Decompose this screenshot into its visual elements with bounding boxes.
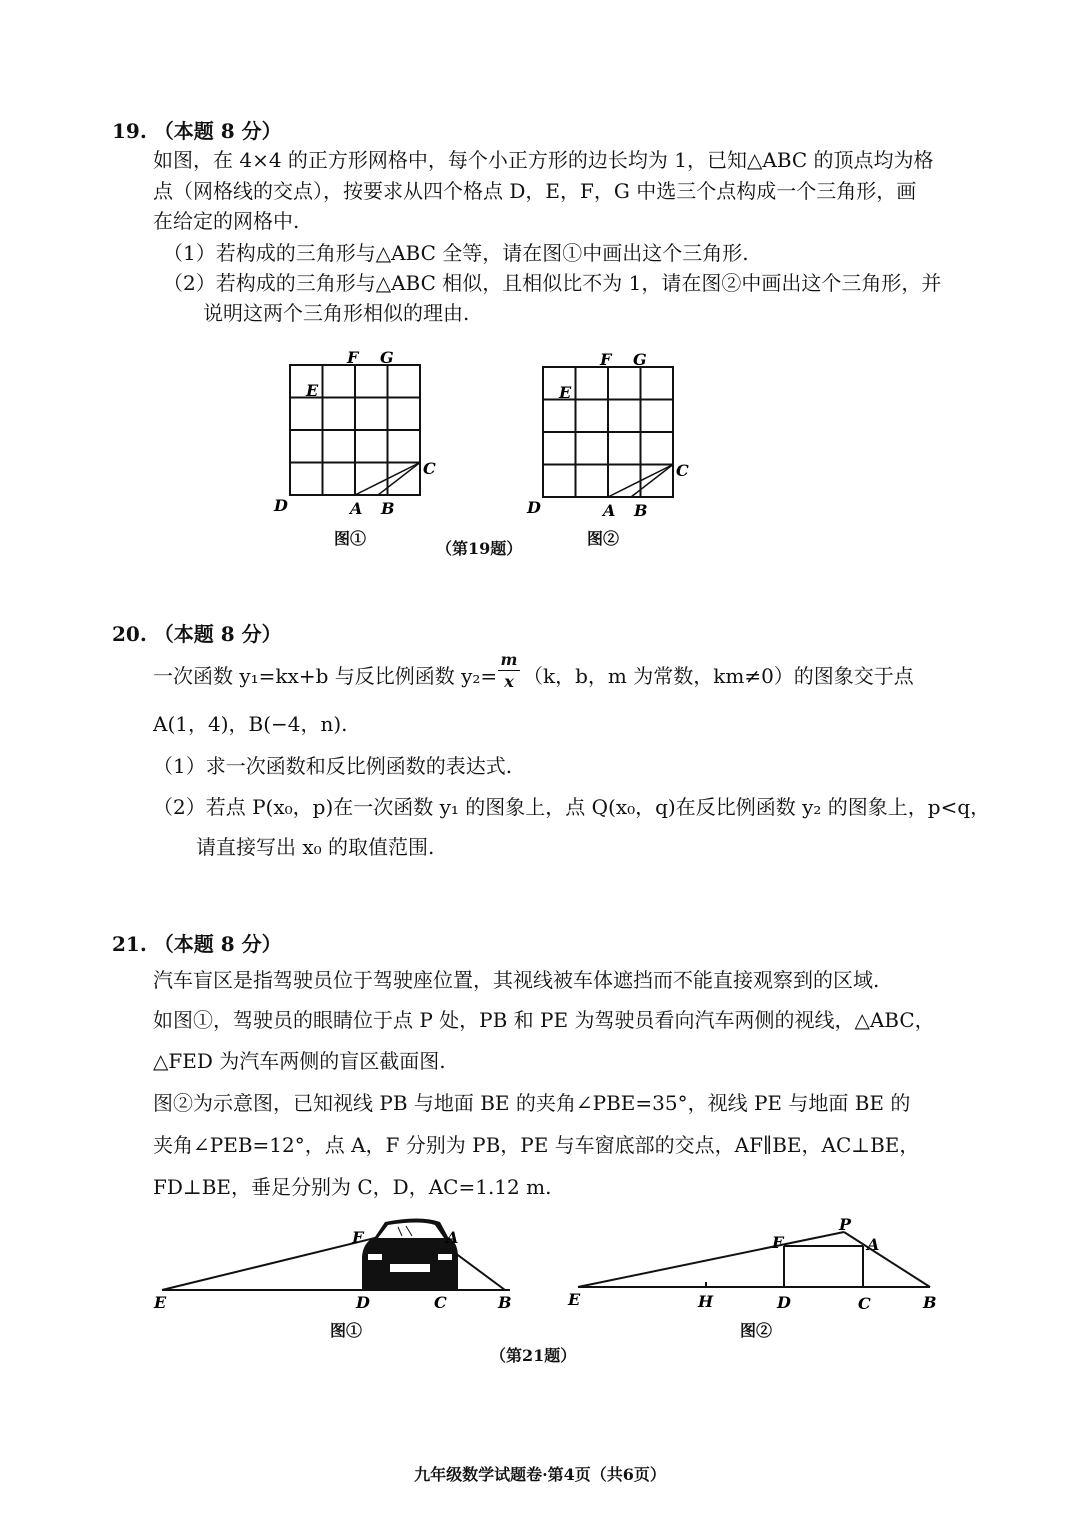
q21-fig2-caption: 图② [740,1321,773,1340]
q19-part-2-line-2: 说明这两个三角形相似的理由. [203,301,470,325]
label-D: D [356,1293,370,1312]
q21-figure-2 [560,1212,950,1317]
label-A: A [603,501,616,520]
q19-line-1: 如图，在 4×4 的正方形网格中，每个小正方形的边长均为 1，已知△ABC 的顶点均为格 [153,148,934,172]
label-G: G [633,350,647,369]
q19-line-3: 在给定的网格中. [153,209,300,233]
label-C: C [676,461,689,480]
q21-header: 21. （本题 8 分） [112,932,282,956]
q21-line-4: 图②为示意图，已知视线 PB 与地面 BE 的夹角∠PBE=35°，视线 PE 与地面 BE 的 [153,1091,911,1115]
q19-part-1: （1）若构成的三角形与△ABC 全等，请在图①中画出这个三角形. [163,241,749,265]
q20-part-2-line-2: 请直接写出 x₀ 的取值范围. [196,835,435,859]
label-A: A [867,1235,880,1254]
label-D: D [527,498,541,517]
q19-figure-1 [268,343,458,523]
label-B: B [498,1293,512,1312]
label-P: P [839,1215,852,1234]
label-G: G [380,348,394,367]
q21-line-6: FD⊥BE，垂足分别为 C，D，AC=1.12 m. [153,1175,552,1199]
q19-fig1-caption: 图① [334,529,367,548]
q21-fig1-caption: 图① [330,1321,363,1340]
label-F: F [347,348,359,367]
label-C: C [434,1293,447,1312]
q19-header: 19. （本题 8 分） [112,119,282,143]
q21-line-5: 夹角∠PEB=12°，点 A，F 分别为 PB，PE 与车窗底部的交点，AF∥BE，AC⊥BE， [153,1133,920,1157]
label-C: C [423,459,436,478]
q20-part-2-line-1: （2）若点 P(x₀，p)在一次函数 y₁ 的图象上，点 Q(x₀，q)在反比例函数 y₂ 的图象上，p<q， [153,795,991,819]
label-E: E [568,1290,581,1309]
q21-figure-1 [150,1212,520,1317]
q21-line-1: 汽车盲区是指驾驶员位于驾驶座位置，其视线被车体遮挡而不能直接观察到的区域. [153,968,880,992]
q21-line-2: 如图①，驾驶员的眼睛位于点 P 处，PB 和 PE 为驾驶员看向汽车两侧的视线，△ABC， [153,1008,935,1032]
fraction-bar [498,670,520,671]
q20-part-1: （1）求一次函数和反比例函数的表达式. [153,754,513,778]
q21-line-3: △FED 为汽车两侧的盲区截面图. [153,1049,446,1073]
q21-figure-caption: （第21题） [490,1346,577,1365]
q19-fig2-caption: 图② [587,529,620,548]
label-D: D [777,1293,791,1312]
label-H: H [698,1292,714,1311]
fraction-numerator: m [500,650,518,669]
q19-figure-2 [521,345,711,525]
q19-figure-caption: （第19题） [436,539,523,558]
label-F: F [352,1228,364,1247]
fraction [496,650,522,691]
label-E: E [306,381,319,400]
label-E: E [559,383,572,402]
q20-line-1b: （k，b，m 为常数，km≠0）的图象交于点 [523,664,914,688]
q19-part-2-line-1: （2）若构成的三角形与△ABC 相似，且相似比不为 1，请在图②中画出这个三角形，并 [163,271,942,295]
q19-line-2: 点（网格线的交点），按要求从四个格点 D，E，F，G 中选三个点构成一个三角形，画 [153,179,917,203]
label-A: A [350,499,363,518]
page-footer: 九年级数学试题卷·第4页（共6页） [414,1465,666,1484]
label-B: B [634,501,648,520]
label-B: B [923,1293,937,1312]
q20-header: 20. （本题 8 分） [112,622,282,646]
label-B: B [381,499,395,518]
label-A: A [446,1228,459,1247]
car-icon [362,1219,458,1291]
label-F: F [772,1233,784,1252]
label-E: E [154,1293,167,1312]
label-D: D [274,496,288,515]
fraction-denominator: x [504,672,514,691]
q20-line-1a: 一次函数 y₁=kx+b 与反比例函数 y₂= [153,664,498,688]
label-C: C [858,1294,871,1313]
label-F: F [600,350,612,369]
q20-line-2: A(1，4)，B(−4，n). [153,712,348,736]
